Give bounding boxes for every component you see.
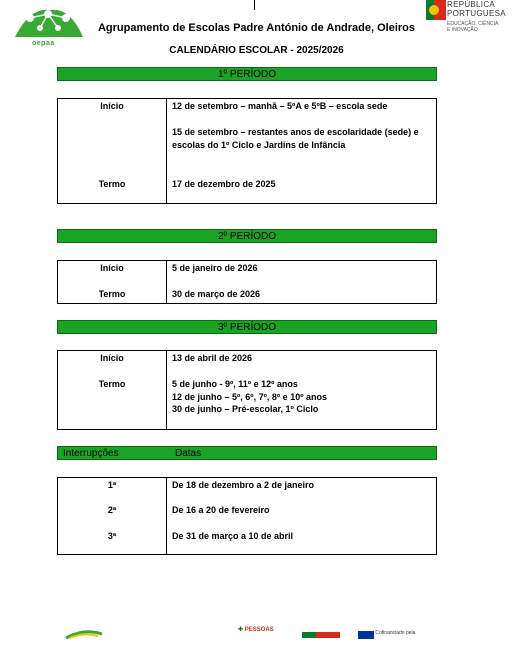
- period3-heading: 3º PERÍODO: [57, 320, 437, 334]
- interruptions-col-label: Interrupções: [63, 448, 119, 459]
- period2-heading: 2º PERÍODO: [57, 229, 437, 243]
- period1-heading: 1º PERÍODO: [57, 67, 437, 81]
- school-logo-text: oepaa: [32, 40, 55, 47]
- interruption-1-dates: De 18 de dezembro a 2 de janeiro: [172, 480, 315, 490]
- period2-end-label: Termo: [98, 289, 126, 299]
- period2-start-label: Início: [100, 263, 124, 273]
- dates-col-label: Datas: [175, 448, 202, 459]
- interruption-2-number: 2ª: [107, 505, 117, 515]
- period3-start-value: 13 de abril de 2026: [172, 353, 253, 363]
- period1-table: [57, 98, 437, 204]
- period1-start-line1: 12 de setembro – manhã – 5ºA e 5ºB – escola sede: [172, 101, 388, 111]
- interruption-3-number: 3ª: [107, 531, 117, 541]
- pessoas-icon: ✚: [238, 627, 244, 633]
- period3-end-line3: 30 de junho – Pré-escolar, 1º Ciclo: [172, 404, 319, 414]
- top-divider: [254, 0, 255, 10]
- gov-subtitle: EDUCAÇÃO, CIÊNCIA E INOVAÇÃO: [447, 21, 499, 33]
- footer-pessoas-logo: ✚ PESSOAS: [238, 627, 274, 633]
- column-divider: [166, 478, 167, 554]
- page-subtitle: CALENDÁRIO ESCOLAR - 2025/2026: [169, 45, 344, 56]
- footer-school-logo: [64, 626, 104, 640]
- interruption-2-dates: De 16 a 20 de fevereiro: [172, 505, 270, 515]
- interruption-3-dates: De 31 de março a 10 de abril: [172, 531, 294, 541]
- column-divider: [166, 351, 167, 429]
- republic-shield-icon: [426, 0, 446, 22]
- period1-start-label: Início: [100, 101, 124, 111]
- footer-portugal-logo: [300, 626, 344, 640]
- footer-swoosh-icon: [64, 626, 104, 640]
- footer-eu-logo: Cofinanciado pela: [358, 626, 438, 640]
- period3-end-label: Termo: [98, 379, 126, 389]
- gov-title: REPÚBLICA PORTUGUESA: [447, 0, 506, 18]
- period1-end-label: Termo: [98, 179, 126, 189]
- page-title: Agrupamento de Escolas Padre António de Andrade, Oleiros: [97, 22, 416, 34]
- interruption-1-number: 1ª: [107, 480, 117, 490]
- period2-start-value: 5 de janeiro de 2026: [172, 263, 258, 273]
- period3-table: [57, 350, 437, 430]
- period2-end-value: 30 de março de 2026: [172, 289, 261, 299]
- interruptions-heading: [57, 446, 437, 460]
- portugal-flag-icon: [300, 626, 344, 640]
- period1-start-line3: escolas do 1º Ciclo e Jardins de Infância: [172, 140, 346, 150]
- column-divider: [166, 261, 167, 303]
- period3-start-label: Início: [100, 353, 124, 363]
- interruptions-table: [57, 477, 437, 555]
- period1-start-line2: 15 de setembro – restantes anos de escolaridade (sede) e: [172, 127, 419, 137]
- period3-end-line2: 12 de junho – 5º, 6º, 7º, 8º e 10º anos: [172, 392, 327, 402]
- column-divider: [166, 99, 167, 203]
- period1-end-value: 17 de dezembro de 2025: [172, 179, 276, 189]
- period3-end-line1: 5 de junho - 9º, 11º e 12º anos: [172, 379, 298, 389]
- eu-flag-icon: [358, 631, 374, 639]
- period2-table: [57, 260, 437, 304]
